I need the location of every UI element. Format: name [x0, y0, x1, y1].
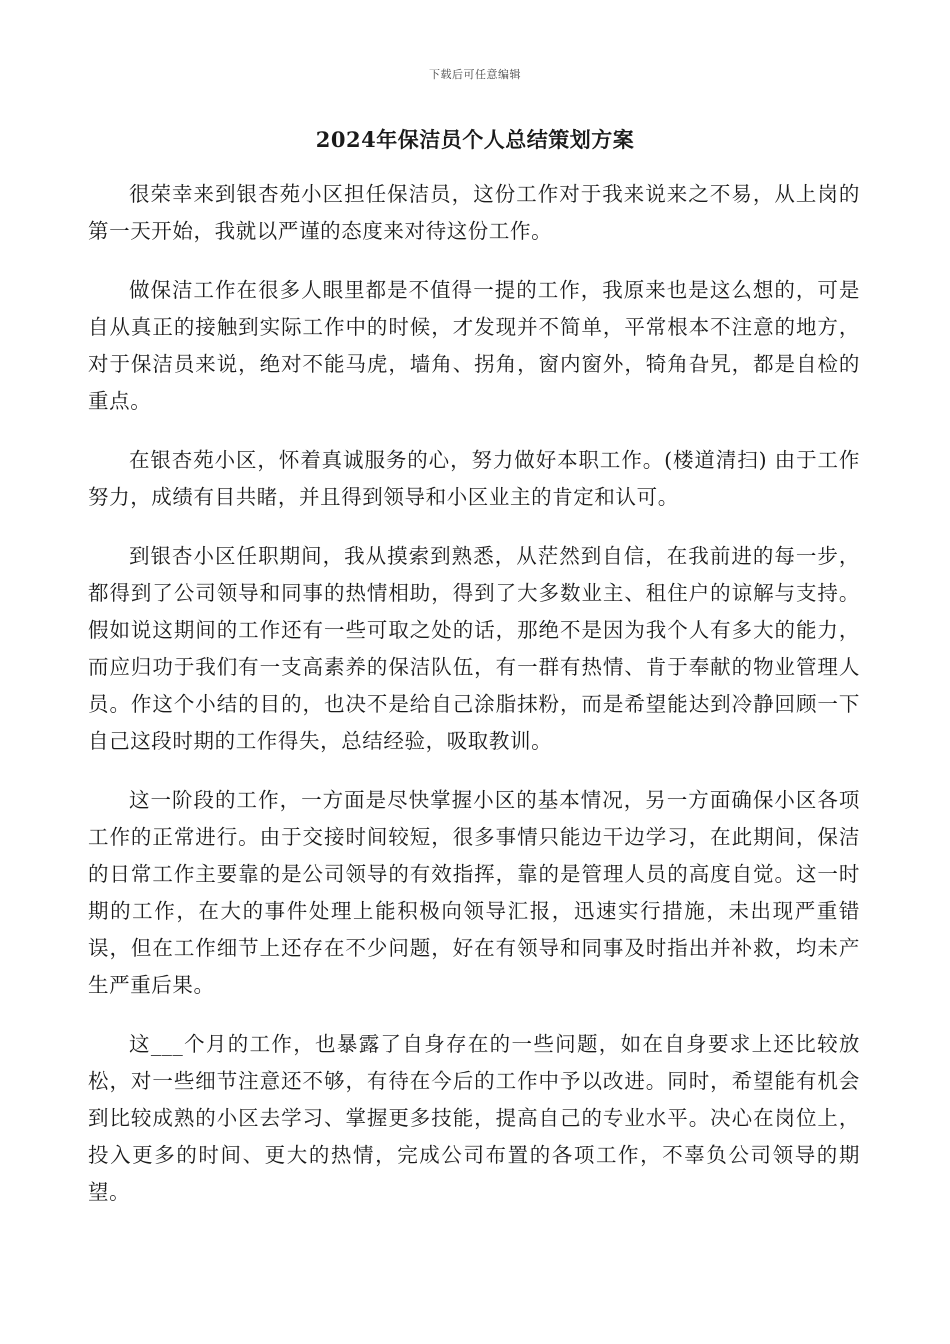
paragraph: 这___个月的工作，也暴露了自身存在的一些问题，如在自身要求上还比较放松，对一些细节注意还不够，有待在今后的工作中予以改进。同时，希望能有机会到比较成熟的小区去学习、掌握更多技能，提高自己的专业水平。决心在岗位上，投入更多的时间、更大的热情，完成公司布置的各项工作，不辜负公司领导的期望。 — [88, 1032, 860, 1204]
paragraph: 很荣幸来到银杏苑小区担任保洁员，这份工作对于我来说来之不易，从上岗的第一天开始，我就以严谨的态度来对待这份工作。 — [88, 182, 860, 243]
paragraph: 在银杏苑小区，怀着真诚服务的心，努力做好本职工作。(楼道清扫) 由于工作努力，成绩有目共睹，并且得到领导和小区业主的肯定和认可。 — [88, 448, 860, 509]
header-note: 下载后可任意编辑 — [429, 68, 521, 81]
paragraph: 到银杏小区任职期间，我从摸索到熟悉，从茫然到自信，在我前进的每一步，都得到了公司领导和同事的热情相助，得到了大多数业主、租住户的谅解与支持。假如说这期间的工作还有一些可取之处的话，那绝不是因为我个人有多大的能力，而应归功于我们有一支高素养的保洁队伍，有一群有热情、肯于奉献的物业管理人员。作这个小结的目的，也决不是给自己涂脂抹粉，而是希望能达到冷静回顾一下自己这段时期的工作得失，总结经验，吸取教训。 — [88, 544, 860, 753]
paragraph: 做保洁工作在很多人眼里都是不值得一提的工作，我原来也是这么想的，可是自从真正的接触到实际工作中的时候，才发现并不简单，平常根本不注意的地方，对于保洁员来说，绝对不能马虎，墙角、拐角，窗内窗外，犄角旮旯，都是自检的重点。 — [88, 278, 860, 413]
document-title: 2024年保洁员个人总结策划方案 — [315, 127, 635, 152]
paragraph: 这一阶段的工作，一方面是尽快掌握小区的基本情况，另一方面确保小区各项工作的正常进行。由于交接时间较短，很多事情只能边干边学习，在此期间，保洁的日常工作主要靠的是公司领导的有效指挥，靠的是管理人员的高度自觉。这一时期的工作，在大的事件处理上能积极向领导汇报，迅速实行措施，未出现严重错误，但在工作细节上还存在不少问题，好在有领导和同事及时指出并补救，均未产生严重后果。 — [88, 788, 860, 997]
document-body — [88, 176, 860, 1233]
